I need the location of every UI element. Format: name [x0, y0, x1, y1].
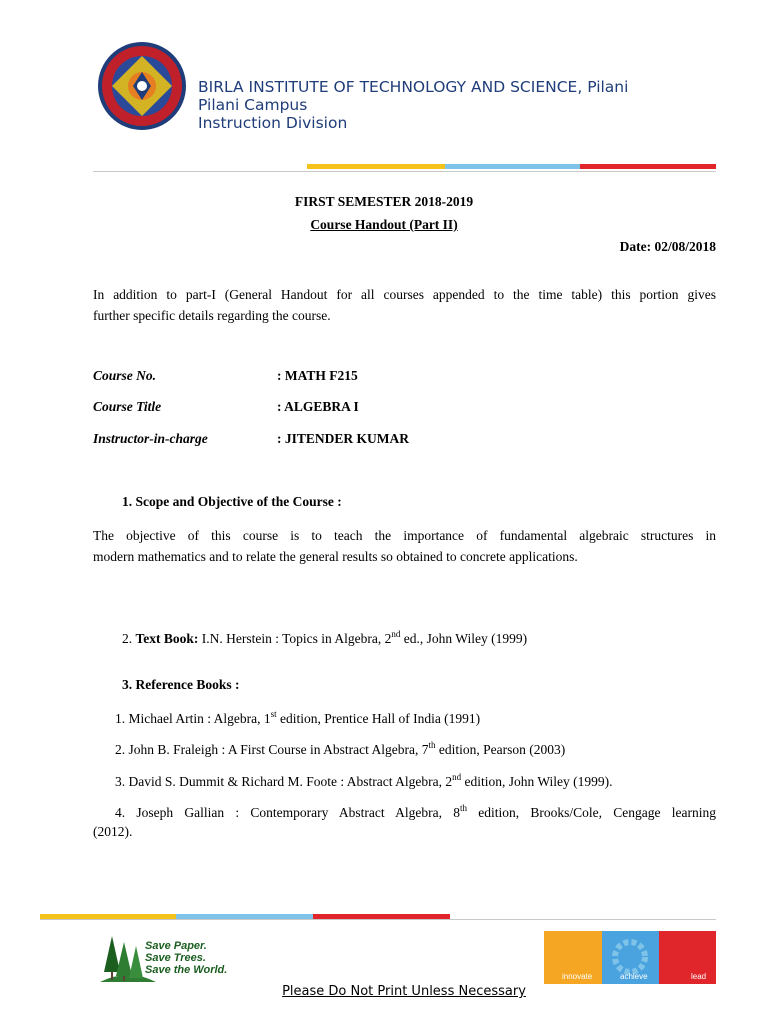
save-world-line: Save the World.	[145, 964, 228, 976]
tagline-blocks	[544, 931, 716, 984]
reference-item	[115, 740, 565, 759]
division-name: Instruction Division	[198, 114, 348, 132]
document-date: Date: 02/08/2018	[619, 239, 716, 254]
reference-item	[115, 772, 613, 791]
reference-text: 1. Michael Artin : Algebra, 1	[115, 711, 271, 726]
reference-continuation: (2012).	[93, 824, 133, 839]
handout-title: Course Handout (Part II)	[310, 217, 458, 232]
reference-text: 2. John B. Fraleigh : A First Course in Abstract Algebra, 7	[115, 742, 429, 757]
institute-logo	[93, 40, 191, 132]
textbook-number: 2.	[122, 631, 133, 646]
instructor-label: Instructor-in-charge	[93, 431, 208, 446]
intro-line-2: further specific details regarding the course.	[93, 308, 331, 323]
header-bar-yellow	[307, 164, 445, 169]
scope-line-1: The objective of this course is to teach the importance of fundamental algebraic structures in	[93, 528, 716, 543]
textbook-text-end: ed., John Wiley (1999)	[400, 631, 528, 646]
reference-text-end: edition, Pearson (2003)	[435, 742, 566, 757]
footer-divider	[40, 919, 716, 920]
save-trees-line: Save Trees.	[145, 952, 206, 964]
scope-line-2: modern mathematics and to relate the general results so obtained to concrete applications.	[93, 549, 578, 564]
reference-item	[115, 803, 716, 822]
textbook-entry	[122, 629, 527, 648]
header-bar-blue	[445, 164, 580, 169]
achieve-block	[602, 931, 659, 984]
scope-heading: 1. Scope and Objective of the Course :	[122, 494, 342, 509]
achieve-label: achieve	[620, 972, 648, 981]
innovate-label: innovate	[562, 972, 593, 981]
semester-title: FIRST SEMESTER 2018-2019	[294, 194, 474, 209]
reference-sup: th	[428, 740, 436, 750]
institute-name: BIRLA INSTITUTE OF TECHNOLOGY AND SCIENCE, Pilani	[198, 78, 629, 96]
instructor-value: : JITENDER KUMAR	[277, 431, 410, 446]
lead-label: lead	[691, 972, 707, 981]
intro-line-1: In addition to part-I (General Handout for all courses appended to the time table) this portion gives	[93, 287, 716, 302]
reference-item	[115, 709, 480, 728]
reference-text: 4. Joseph Gallian : Contemporary Abstract Algebra, 8	[115, 805, 460, 820]
save-paper-line: Save Paper.	[145, 940, 207, 952]
campus-name: Pilani Campus	[198, 96, 308, 114]
print-notice: Please Do Not Print Unless Necessary	[282, 984, 526, 999]
innovate-block	[544, 931, 602, 984]
course-no-label: Course No.	[93, 368, 157, 383]
reference-text-end: edition, Brooks/Cole, Cengage learning	[467, 805, 716, 820]
reference-sup: nd	[452, 772, 462, 782]
textbook-label: Text Book:	[135, 631, 199, 646]
reference-text-end: edition, Prentice Hall of India (1991)	[276, 711, 481, 726]
reference-sup: st	[270, 709, 277, 719]
course-no-value: : MATH F215	[277, 368, 358, 383]
course-title-label: Course Title	[93, 399, 162, 414]
header-bar-red	[580, 164, 716, 169]
course-title-value: : ALGEBRA I	[277, 399, 359, 414]
references-heading: 3. Reference Books :	[122, 677, 240, 692]
reference-text-end: edition, John Wiley (1999).	[461, 774, 613, 789]
save-paper-graphic	[98, 932, 228, 984]
reference-sup: th	[459, 803, 467, 813]
header-divider	[93, 171, 716, 172]
textbook-text: I.N. Herstein : Topics in Algebra, 2	[198, 631, 392, 646]
lead-block	[659, 931, 716, 984]
textbook-sup: nd	[391, 629, 401, 639]
reference-text: 3. David S. Dummit & Richard M. Foote : Abstract Algebra, 2	[115, 774, 453, 789]
